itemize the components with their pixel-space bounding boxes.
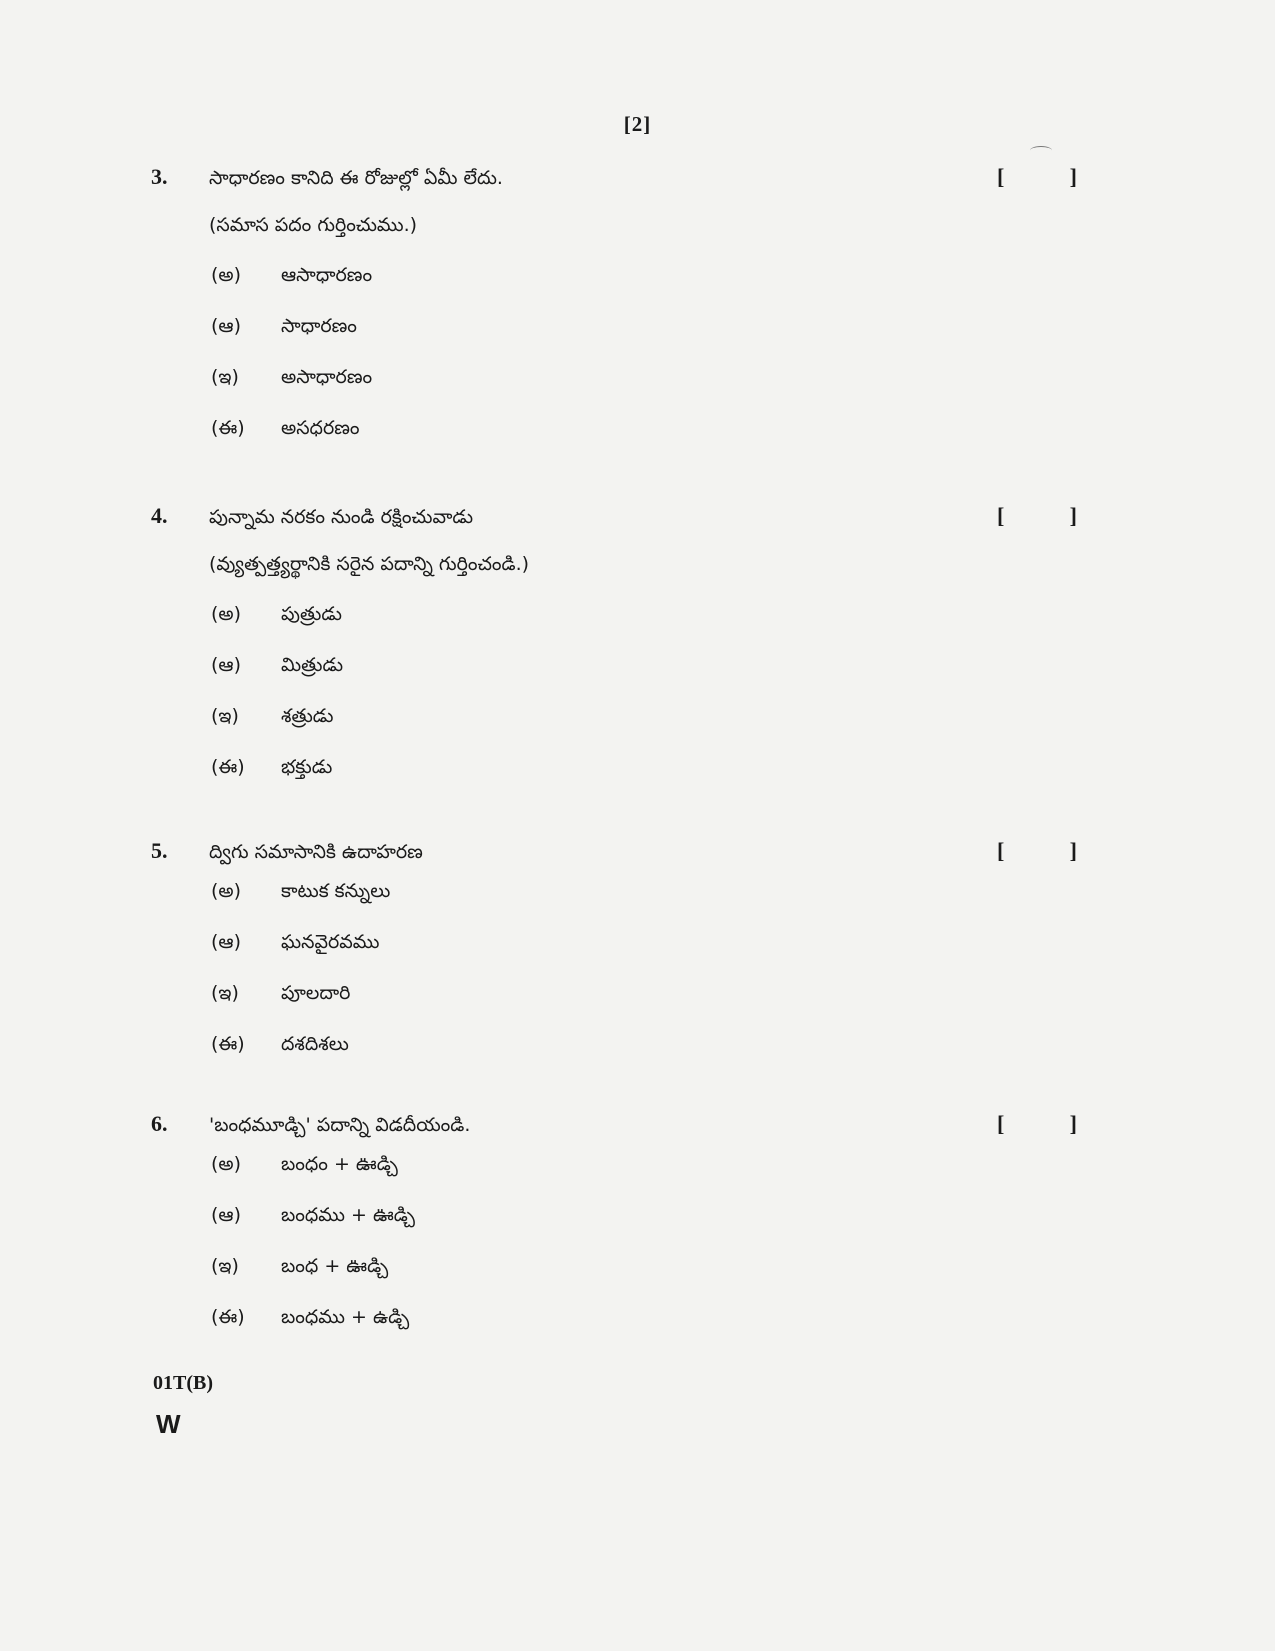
question-text: ద్విగు సమాసానికి ఉదాహరణ: [209, 841, 423, 863]
option-a[interactable]: (అ) కాటుక కన్నులు: [211, 880, 391, 902]
option-i[interactable]: (ఇ) పూలదారి: [211, 982, 351, 1004]
question-4: [151, 503, 1091, 807]
page-number: [2]: [623, 112, 652, 136]
answer-bracket[interactable]: [ ]: [997, 164, 1077, 189]
series-mark: W: [156, 1409, 181, 1439]
question-text: సాధారణం కానిది ఈ రోజుల్లో ఏమీ లేదు.: [209, 167, 503, 189]
option-ii[interactable]: (ఈ) బంధము + ఉడ్చి: [211, 1306, 410, 1328]
question-number: 6.: [151, 1111, 168, 1136]
pen-tick-mark: [1030, 146, 1052, 155]
question-instruction: (వ్యుత్పత్త్యర్థానికి సరైన పదాన్ని గుర్తించండి.): [209, 553, 530, 575]
question-6: [151, 1111, 1091, 1357]
option-ii[interactable]: (ఈ) దశదిశలు: [211, 1033, 349, 1055]
answer-bracket[interactable]: [ ]: [997, 838, 1077, 863]
option-aa[interactable]: (ఆ) మిత్రుడు: [211, 654, 344, 676]
question-text: 'బంధమూడ్చి' పదాన్ని విడదీయండి.: [209, 1114, 471, 1136]
option-list: [211, 880, 1091, 1084]
paper-code: 01T(B): [153, 1372, 213, 1394]
option-i[interactable]: (ఇ) అసాధారణం: [211, 366, 373, 388]
question-3: [151, 164, 1091, 468]
question-instruction: (సమాస పదం గుర్తించుము.): [209, 214, 418, 236]
option-aa[interactable]: (ఆ) సాధారణం: [211, 315, 357, 337]
option-aa[interactable]: (ఆ) బంధము + ఊడ్చి: [211, 1204, 415, 1226]
answer-bracket[interactable]: [ ]: [997, 503, 1077, 528]
option-aa[interactable]: (ఆ) ఘనవైరవము: [211, 931, 380, 953]
option-a[interactable]: (అ) ఆసాధారణం: [211, 264, 373, 286]
option-ii[interactable]: (ఈ) అసధరణం: [211, 417, 360, 439]
option-i[interactable]: (ఇ) బంధ + ఊడ్చి: [211, 1255, 389, 1277]
option-a[interactable]: (అ) పుత్రుడు: [211, 603, 342, 625]
option-a[interactable]: (అ) బంధం + ఊడ్చి: [211, 1153, 398, 1175]
option-list: [211, 264, 1091, 468]
question-number: 3.: [151, 164, 168, 189]
question-number: 5.: [151, 838, 168, 863]
question-number: 4.: [151, 503, 168, 528]
question-5: [151, 838, 1091, 1084]
option-list: [211, 603, 1091, 807]
option-ii[interactable]: (ఈ) భక్తుడు: [211, 756, 333, 778]
option-list: [211, 1153, 1091, 1357]
option-i[interactable]: (ఇ) శత్రుడు: [211, 705, 334, 727]
question-text: పున్నామ నరకం నుండి రక్షించువాడు: [209, 506, 474, 528]
answer-bracket[interactable]: [ ]: [997, 1111, 1077, 1136]
